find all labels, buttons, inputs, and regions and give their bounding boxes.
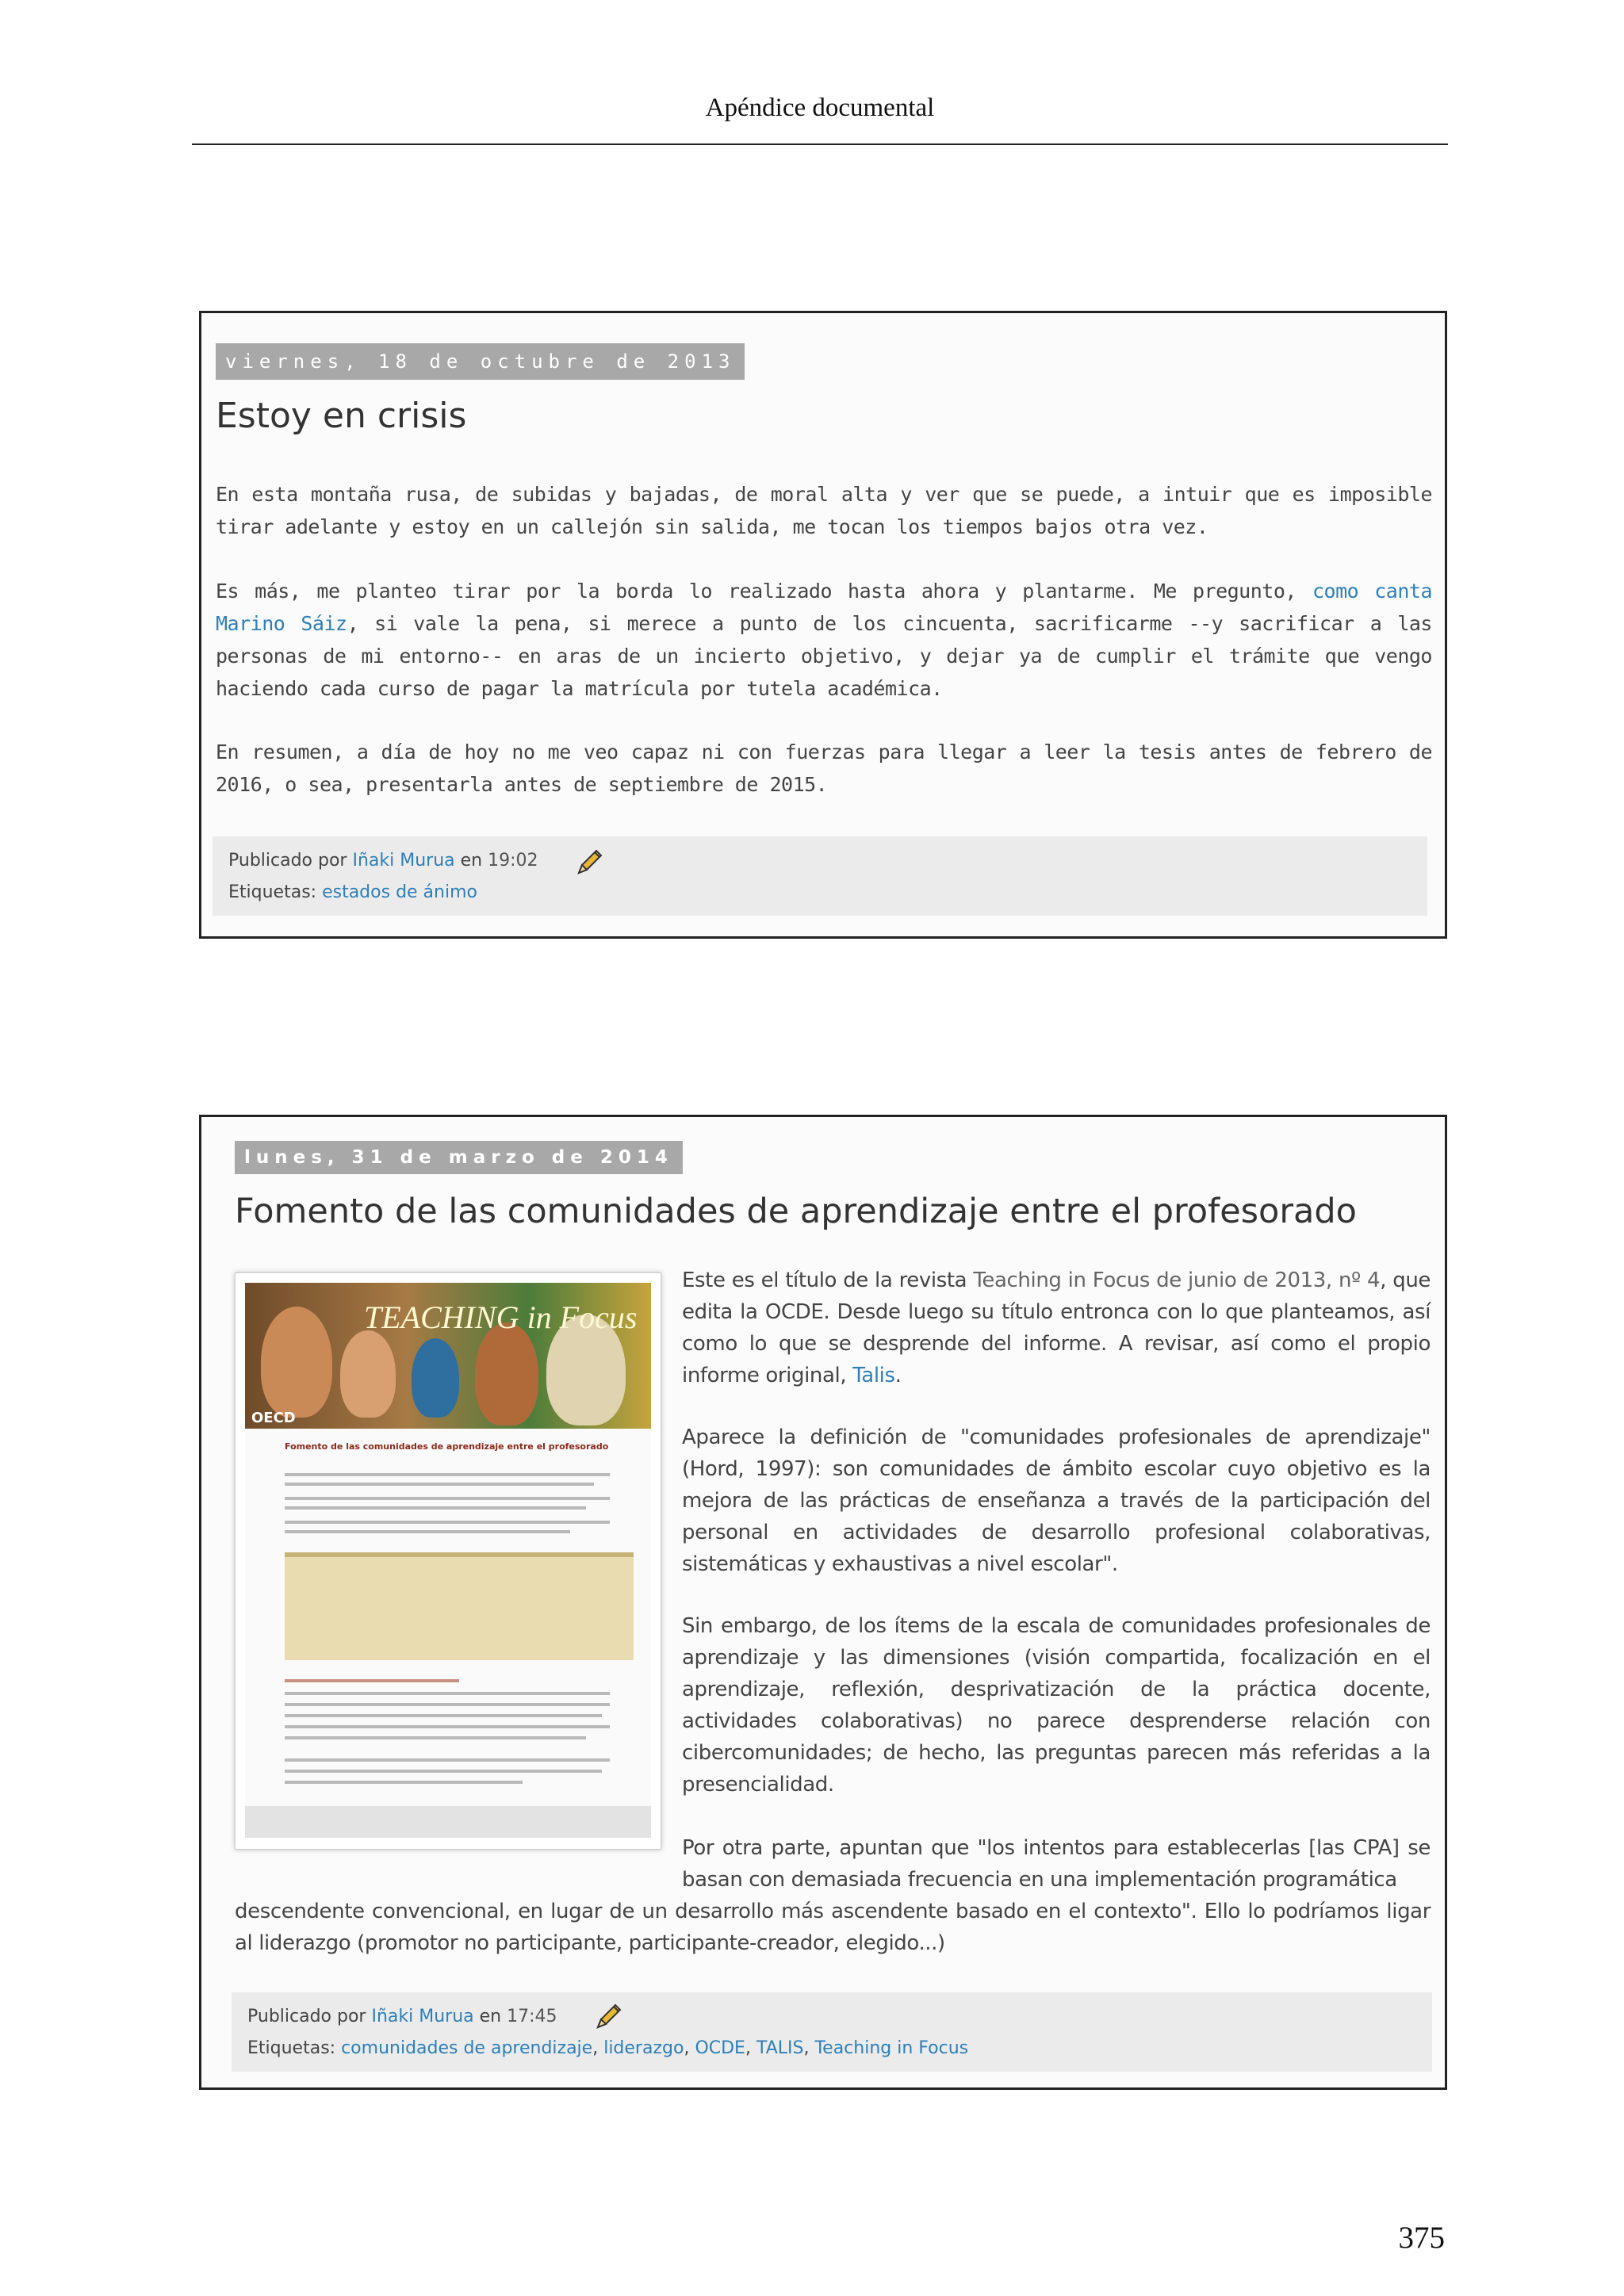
post-paragraph: En esta montaña rusa, de subidas y bajadas, de moral alta y ver que se puede, a intuir que es imposible tirar adelante y estoy en un callejón sin salida, me tocan los tiempos bajos otra vez. — [216, 483, 1432, 538]
tag-link[interactable]: estados de ánimo — [322, 882, 477, 902]
text-run: . — [894, 1364, 902, 1387]
published-by-label: Publicado por — [247, 2007, 366, 2026]
blog-post-1 — [199, 311, 1447, 939]
teaching-in-focus-link[interactable]: Teaching in Focus de junio de 2013, nº 4 — [973, 1269, 1381, 1292]
author-link[interactable]: Iñaki Murua — [371, 2007, 474, 2026]
author-link[interactable]: Iñaki Murua — [352, 851, 455, 871]
at-label: en — [460, 851, 483, 871]
blog-post-2 — [199, 1115, 1447, 2090]
post-title[interactable]: Fomento de las comunidades de aprendizaje entre el profesorado — [235, 1192, 1357, 1231]
text-placeholder — [285, 1736, 586, 1739]
post-paragraph: Por otra parte, apuntan que "los intentos para establecerlas [las CPA] se basan con demasiada frecuencia en una implementación programática — [682, 1836, 1431, 1892]
post-paragraph: Sin embargo, de los ítems de la escala de comunidades profesionales de aprendizaje y las dimensiones (visión compartida, focalización en el aprendizaje, reflexión, desprivatización de la práctica docente, actividades colaborativas) no parece desprenderse relación con cibercomunidades; de hecho, las preguntas parecen más referidas a la presencialidad. — [682, 1614, 1431, 1797]
post-time-link[interactable]: 17:45 — [507, 2007, 557, 2026]
tag-link[interactable]: TALIS — [756, 2038, 804, 2058]
post-title[interactable]: Estoy en crisis — [216, 396, 467, 436]
tag-separator: , — [592, 2038, 604, 2058]
header-rule — [192, 144, 1448, 145]
post-byline — [247, 2007, 557, 2026]
edit-pencil-icon[interactable] — [593, 2000, 625, 2032]
post-byline — [228, 851, 538, 871]
tags-label: Etiquetas: — [247, 2038, 336, 2058]
post-date: lunes, 31 de marzo de 2014 — [235, 1141, 683, 1174]
text-placeholder — [285, 1770, 602, 1773]
text-placeholder — [285, 1530, 570, 1533]
text-placeholder — [285, 1692, 610, 1695]
text-placeholder — [285, 1703, 610, 1706]
post-paragraph: descendente convencional, en lugar de un desarrollo más ascendente basado en el contexto". Ello lo podríamos ligar al liderazgo (promotor no participante, participante-creador, elegido...) — [235, 1900, 1431, 1955]
post-paragraph: Aparece la definición de "comunidades profesionales de aprendizaje" (Hord, 1997): son comunidades de ámbito escolar cuyo objetivo es la mejora de las prácticas de enseñanza a través de la participación del personal en actividades de desarrollo profesional colaborativas, sistemáticas y exhaustivas a nivel escolar". — [682, 1425, 1431, 1576]
post-paragraph: En resumen, a día de hoy no me veo capaz ni con fuerzas para llegar a leer la tesis antes de febrero de 2016, o sea, presentarla antes de septiembre de 2015. — [216, 740, 1432, 796]
text-placeholder — [285, 1781, 523, 1784]
report-page-footer — [245, 1806, 651, 1838]
at-label: en — [479, 2007, 502, 2026]
text-run: , si vale la pena, si merece a punto de los cincuenta, sacrificarme --y sacrificar a las personas de mi entorno-- en aras de un incierto objetivo, y dejar ya de cumplir el trámite que vengo haciendo cada curso de pagar la matrícula por tutela académica. — [216, 612, 1432, 700]
report-page-preview — [245, 1283, 651, 1838]
report-sidebar-box — [285, 1552, 634, 1660]
post-footer — [232, 1992, 1432, 2072]
text-run: , que edita la OCDE. Desde luego su título entronca con lo que planteamos, así como lo que se desprende del informe. A revisar, así como el propio informe original, — [682, 1269, 1431, 1387]
tag-link[interactable]: liderazgo — [603, 2038, 684, 2058]
post-date: viernes, 18 de octubre de 2013 — [216, 343, 745, 380]
tag-link[interactable]: OCDE — [695, 2038, 745, 2058]
marino-saiz-link[interactable]: como canta Marino Sáiz — [216, 580, 1432, 635]
post-paragraph — [216, 575, 1432, 705]
report-banner-title: TEACHING in Focus — [364, 1299, 638, 1335]
talis-link[interactable]: Talis — [852, 1364, 895, 1387]
published-by-label: Publicado por — [228, 851, 347, 871]
page-number: 375 — [1398, 2221, 1445, 2255]
text-placeholder — [285, 1679, 459, 1682]
tag-separator: , — [684, 2038, 695, 2058]
text-placeholder — [285, 1506, 586, 1510]
report-banner — [245, 1283, 651, 1429]
edit-pencil-icon[interactable] — [574, 846, 606, 878]
text-run: Es más, me planteo tirar por la borda lo realizado hasta ahora y plantarme. Me pregunto, — [216, 580, 1312, 603]
report-thumbnail-image[interactable] — [235, 1272, 661, 1850]
text-placeholder — [285, 1473, 610, 1476]
page-header: Apéndice documental — [705, 94, 935, 122]
post-time-link[interactable]: 19:02 — [488, 851, 538, 871]
tag-separator: , — [803, 2038, 815, 2058]
post-paragraph — [682, 1265, 1431, 1391]
tag-link[interactable]: comunidades de aprendizaje — [341, 2038, 593, 2058]
report-heading: Fomento de las comunidades de aprendizaje entre el profesorado — [285, 1441, 609, 1452]
tag-link[interactable]: Teaching in Focus — [814, 2038, 969, 2058]
text-placeholder — [285, 1497, 610, 1500]
text-placeholder — [285, 1725, 610, 1728]
tags-label: Etiquetas: — [228, 882, 317, 902]
post-footer — [213, 836, 1427, 916]
text-placeholder — [285, 1521, 610, 1524]
text-run: Este es el título de la revista — [682, 1269, 974, 1292]
text-placeholder — [285, 1483, 594, 1486]
text-placeholder — [285, 1758, 610, 1762]
post-tags — [228, 882, 477, 902]
text-placeholder — [285, 1714, 602, 1717]
oecd-logo: OECD — [251, 1410, 296, 1426]
post-tags — [247, 2038, 968, 2058]
tag-separator: , — [745, 2038, 756, 2058]
